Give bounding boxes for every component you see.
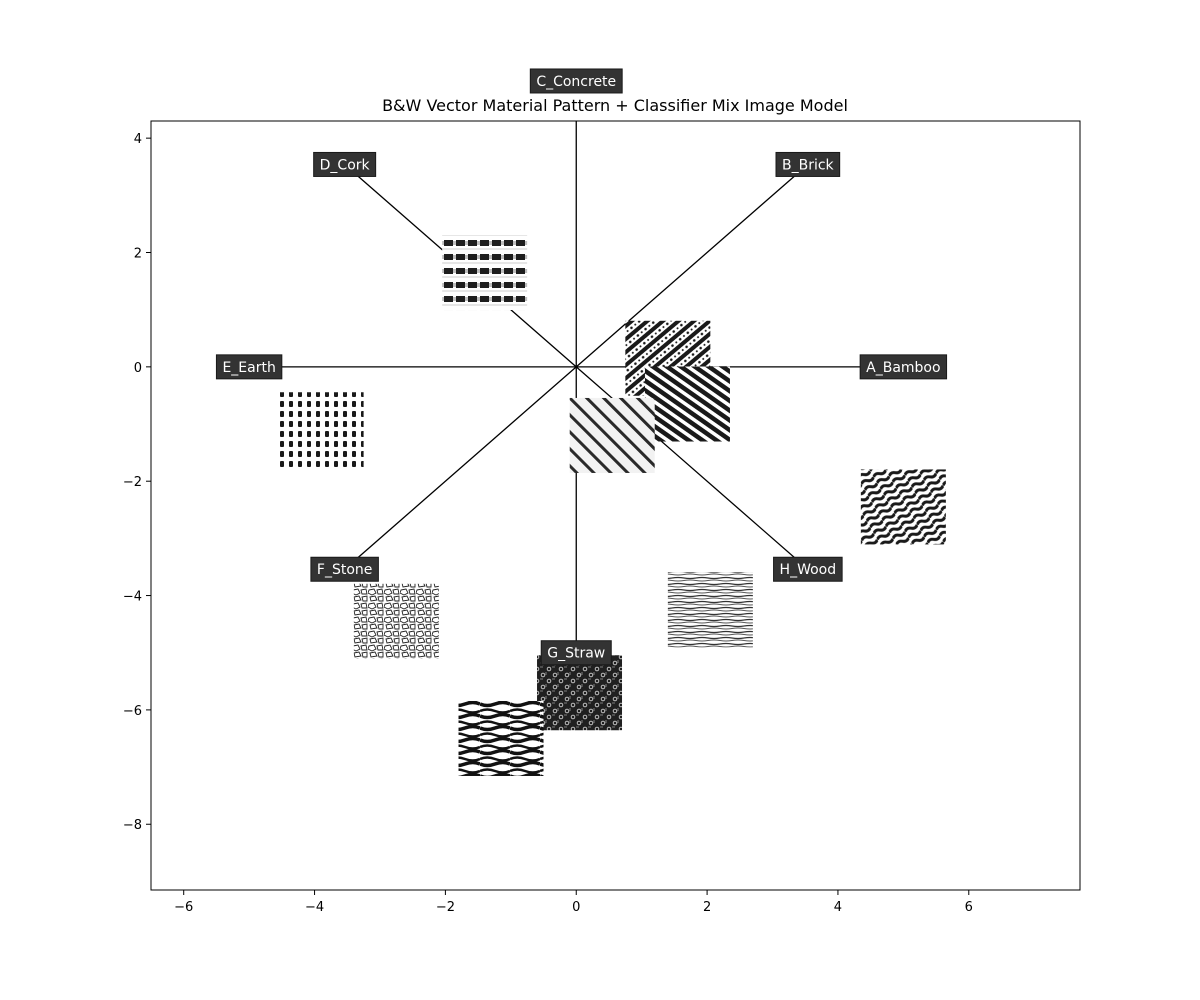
x-tick-label: 2	[702, 900, 712, 915]
x-tick-label: 4	[833, 900, 843, 915]
y-tick-label: 0	[133, 360, 142, 376]
x-axis	[174, 890, 973, 915]
class-label-text: H_Wood	[779, 562, 837, 579]
x-tick-label: 0	[572, 900, 581, 915]
pattern-point-9-straw	[537, 655, 622, 730]
x-tick-label: −6	[174, 900, 194, 915]
class-label-text: B_Brick	[782, 157, 834, 174]
x-tick-label: −2	[435, 900, 455, 915]
y-tick-label: 4	[133, 132, 142, 148]
class-label-g-straw	[541, 641, 611, 665]
class-label-h-wood	[774, 557, 843, 581]
pattern-point-6-wave	[861, 469, 946, 544]
class-label-b-brick	[776, 152, 840, 176]
y-tick-label: 2	[133, 246, 142, 262]
chart-title: B&W Vector Material Pattern + Classifier Mix Image Model	[382, 96, 848, 115]
class-label-c-concrete	[530, 69, 622, 93]
spoke-f-stone	[345, 367, 577, 569]
x-tick-label: 6	[964, 900, 973, 915]
pattern-point-10-wood-dark	[459, 701, 544, 776]
y-axis	[123, 132, 151, 833]
class-label-text: D_Cork	[319, 157, 370, 174]
y-tick-label: −8	[122, 818, 142, 834]
class-label-text: F_Stone	[316, 562, 373, 579]
y-tick-label: −4	[122, 589, 142, 605]
y-tick-label: −2	[122, 475, 142, 491]
pattern-points	[279, 235, 946, 776]
pattern-point-4-earth	[279, 392, 364, 467]
class-label-text: C_Concrete	[536, 73, 617, 90]
class-label-text: A_Bamboo	[866, 359, 941, 376]
pattern-point-1-brick	[442, 235, 527, 310]
class-label-e-earth	[216, 355, 281, 379]
y-tick-label: −6	[122, 703, 142, 719]
pattern-point-7-wood	[668, 572, 753, 647]
class-label-text: E_Earth	[222, 359, 276, 376]
x-tick-label: −4	[304, 900, 325, 915]
pattern-point-3-bamboo	[645, 367, 730, 442]
pattern-point-5-hatch	[570, 398, 655, 473]
class-label-text: G_Straw	[547, 645, 606, 662]
class-label-f-stone	[311, 557, 378, 581]
pattern-point-8-stone	[354, 584, 439, 659]
class-label-a-bamboo	[860, 355, 946, 379]
class-label-d-cork	[314, 152, 376, 176]
